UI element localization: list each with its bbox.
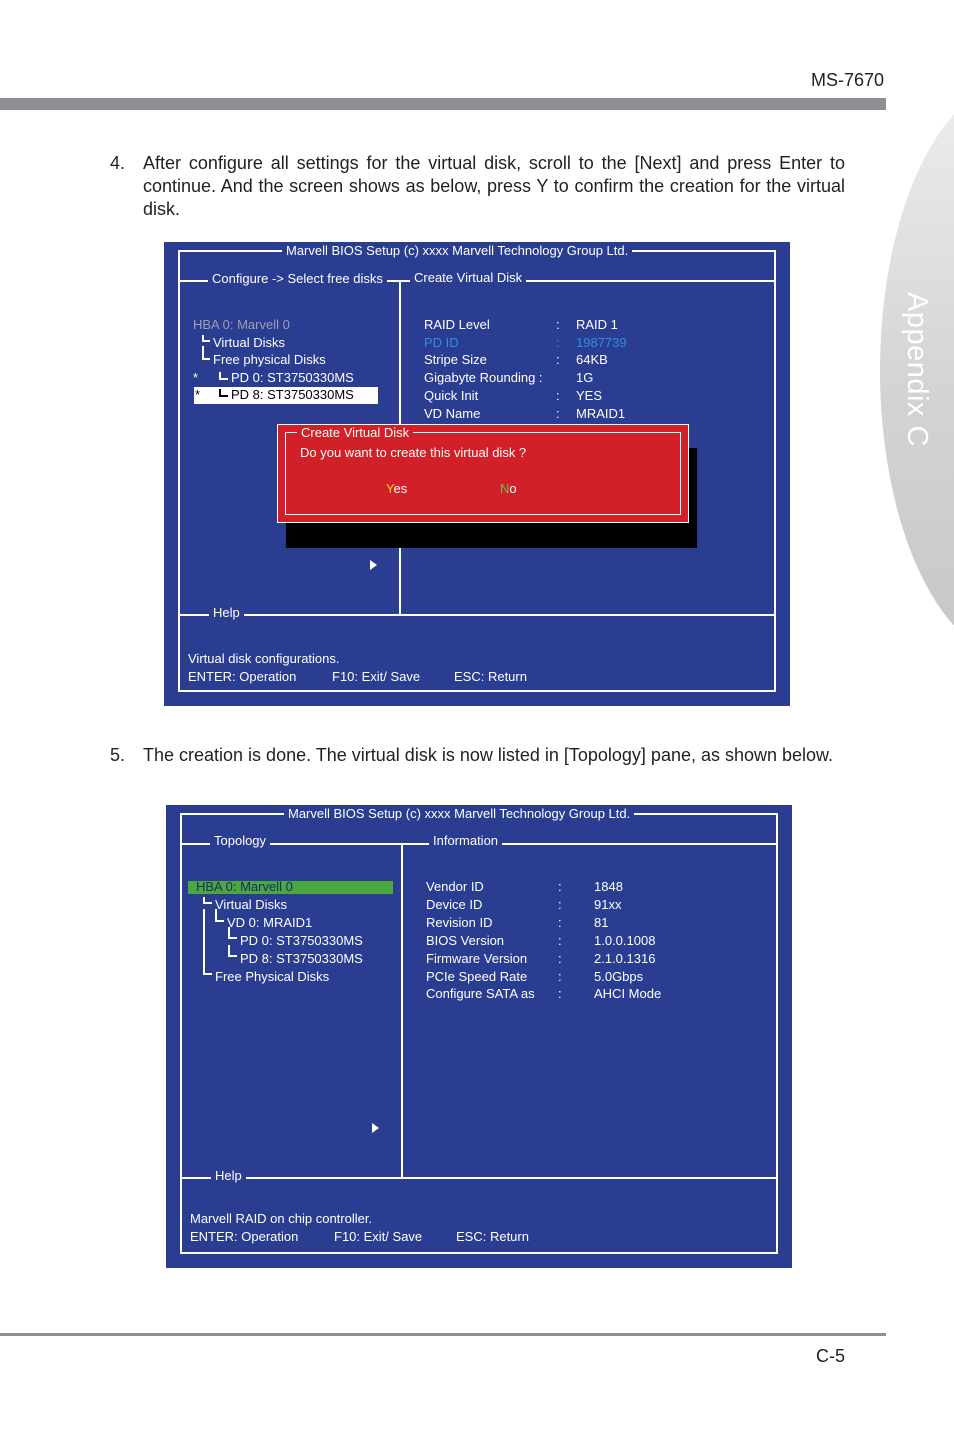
scroll-arrow-icon[interactable] bbox=[370, 560, 377, 570]
key-esc: ESC: Return bbox=[454, 669, 527, 684]
tree-free-disks[interactable]: Free physical Disks bbox=[213, 352, 326, 367]
tree-pd0[interactable]: PD 0: ST3750330MS bbox=[240, 933, 363, 948]
select-mark: * bbox=[195, 387, 201, 402]
prop-label: VD Name bbox=[424, 406, 481, 421]
tree-connector bbox=[228, 927, 237, 939]
tree-connector bbox=[215, 909, 224, 922]
step-text: The creation is done. The virtual disk is now listed in [Topology] pane, as shown below. bbox=[143, 745, 834, 765]
prop-label: PD ID bbox=[424, 335, 459, 350]
tree-hba[interactable]: HBA 0: Marvell 0 bbox=[193, 317, 290, 332]
tree-connector bbox=[203, 897, 212, 904]
frame-right bbox=[776, 813, 778, 1254]
left-pane-title: Configure -> Select free disks bbox=[208, 271, 387, 286]
yes-label: es bbox=[393, 481, 408, 496]
info-value: 5.0Gbps bbox=[594, 969, 644, 984]
prop-sep: : bbox=[556, 406, 560, 421]
yes-button[interactable] bbox=[386, 481, 407, 496]
prop-sep: : bbox=[556, 352, 560, 367]
bios-screen-topology bbox=[166, 805, 792, 1268]
prop-value[interactable]: 1G bbox=[576, 370, 594, 385]
no-button[interactable] bbox=[500, 481, 517, 496]
key-f10: F10: Exit/ Save bbox=[332, 669, 421, 684]
left-pane-title: Topology bbox=[210, 833, 270, 848]
key-esc: ESC: Return bbox=[456, 1229, 529, 1244]
pane-divider bbox=[401, 843, 403, 1177]
key-enter: ENTER: Operation bbox=[190, 1229, 299, 1244]
info-label: PCIe Speed Rate bbox=[426, 969, 528, 984]
frame-left bbox=[178, 250, 180, 692]
prop-sep: : bbox=[556, 335, 560, 350]
tree-virtual-disks[interactable]: Virtual Disks bbox=[213, 335, 286, 350]
prop-label: Quick Init bbox=[424, 388, 479, 403]
help-text: Marvell RAID on chip controller. bbox=[190, 1211, 373, 1226]
header-bar bbox=[0, 98, 886, 110]
prop-value[interactable]: RAID 1 bbox=[576, 317, 618, 332]
key-enter: ENTER: Operation bbox=[188, 669, 297, 684]
no-label: o bbox=[509, 481, 517, 496]
tree-connector bbox=[219, 389, 228, 397]
help-line bbox=[178, 614, 776, 616]
prop-value[interactable]: MRAID1 bbox=[576, 406, 626, 421]
tree-pd8[interactable]: PD 8: ST3750330MS bbox=[231, 387, 354, 402]
model-number: MS-7670 bbox=[810, 70, 884, 90]
info-sep: : bbox=[558, 951, 562, 966]
select-mark: * bbox=[193, 370, 199, 385]
info-sep: : bbox=[558, 879, 562, 894]
tree-connector bbox=[202, 346, 210, 360]
frame-bottom bbox=[180, 1252, 778, 1254]
bios-title: Marvell BIOS Setup (c) xxxx Marvell Technology Group Ltd. bbox=[282, 243, 632, 258]
info-value: 1848 bbox=[594, 879, 623, 894]
appendix-tab bbox=[880, 80, 954, 660]
step-number: 5. bbox=[110, 745, 126, 765]
info-sep: : bbox=[558, 933, 562, 948]
tree-connector bbox=[228, 945, 237, 957]
info-label: Configure SATA as bbox=[426, 986, 535, 1001]
help-title: Help bbox=[211, 1168, 246, 1183]
right-pane-title: Create Virtual Disk bbox=[410, 270, 526, 285]
step-number: 4. bbox=[110, 153, 126, 173]
step-text: After configure all settings for the virtual disk, scroll to the [Next] and press Enter to continue. And the screen shows as below, press Y to confirm the creation for the virtual disk. bbox=[143, 153, 845, 219]
page-number: C-5 bbox=[815, 1346, 845, 1366]
frame-bottom bbox=[178, 690, 776, 692]
tree-pd0[interactable]: PD 0: ST3750330MS bbox=[231, 370, 354, 385]
help-text: Virtual disk configurations. bbox=[188, 651, 340, 666]
info-label: Vendor ID bbox=[426, 879, 484, 894]
tree-free-disks[interactable]: Free Physical Disks bbox=[215, 969, 330, 984]
prop-value[interactable]: YES bbox=[576, 388, 603, 403]
tree-pd8[interactable]: PD 8: ST3750330MS bbox=[240, 951, 363, 966]
prop-label: Stripe Size bbox=[424, 352, 487, 367]
info-value: 2.1.0.1316 bbox=[594, 951, 656, 966]
info-sep: : bbox=[558, 986, 562, 1001]
prop-value[interactable]: 64KB bbox=[576, 352, 608, 367]
prop-value[interactable]: 1987739 bbox=[576, 335, 627, 350]
info-sep: : bbox=[558, 915, 562, 930]
tree-hba[interactable]: HBA 0: Marvell 0 bbox=[196, 879, 293, 894]
info-label: Firmware Version bbox=[426, 951, 528, 966]
dialog-question: Do you want to create this virtual disk ? bbox=[300, 445, 527, 460]
prop-label: RAID Level bbox=[424, 317, 490, 332]
frame-left bbox=[180, 813, 182, 1254]
no-hotkey: N bbox=[500, 481, 510, 496]
prop-sep: : bbox=[556, 388, 560, 403]
info-value: 1.0.0.1008 bbox=[594, 933, 656, 948]
appendix-tab-label: Appendix C bbox=[901, 292, 933, 447]
prop-label: Gigabyte Rounding : bbox=[424, 370, 543, 385]
step-4 bbox=[110, 152, 845, 221]
info-value: 91xx bbox=[594, 897, 622, 912]
help-line bbox=[180, 1177, 778, 1179]
tree-virtual-disks[interactable]: Virtual Disks bbox=[215, 897, 288, 912]
right-pane-title: Information bbox=[429, 833, 502, 848]
info-value: 81 bbox=[594, 915, 609, 930]
key-f10: F10: Exit/ Save bbox=[334, 1229, 423, 1244]
info-label: Revision ID bbox=[426, 915, 493, 930]
info-sep: : bbox=[558, 897, 562, 912]
frame-right bbox=[774, 250, 776, 692]
tree-connector bbox=[219, 372, 228, 380]
footer-bar bbox=[0, 1333, 886, 1336]
bios-title: Marvell BIOS Setup (c) xxxx Marvell Technology Group Ltd. bbox=[284, 806, 634, 821]
tree-vd0[interactable]: VD 0: MRAID1 bbox=[227, 915, 313, 930]
info-sep: : bbox=[558, 969, 562, 984]
scroll-arrow-icon[interactable] bbox=[372, 1123, 379, 1133]
yes-hotkey: Y bbox=[386, 481, 394, 496]
prop-sep: : bbox=[556, 317, 560, 332]
tree-connector bbox=[202, 335, 210, 342]
help-title: Help bbox=[209, 605, 244, 620]
bios-screen-create-vd bbox=[164, 242, 790, 706]
info-label: Device ID bbox=[426, 897, 483, 912]
info-value: AHCI Mode bbox=[594, 986, 662, 1001]
info-label: BIOS Version bbox=[426, 933, 505, 948]
confirm-dialog bbox=[277, 424, 689, 523]
step-5 bbox=[110, 744, 845, 767]
dialog-title: Create Virtual Disk bbox=[297, 425, 413, 440]
tree-connector bbox=[203, 909, 212, 975]
